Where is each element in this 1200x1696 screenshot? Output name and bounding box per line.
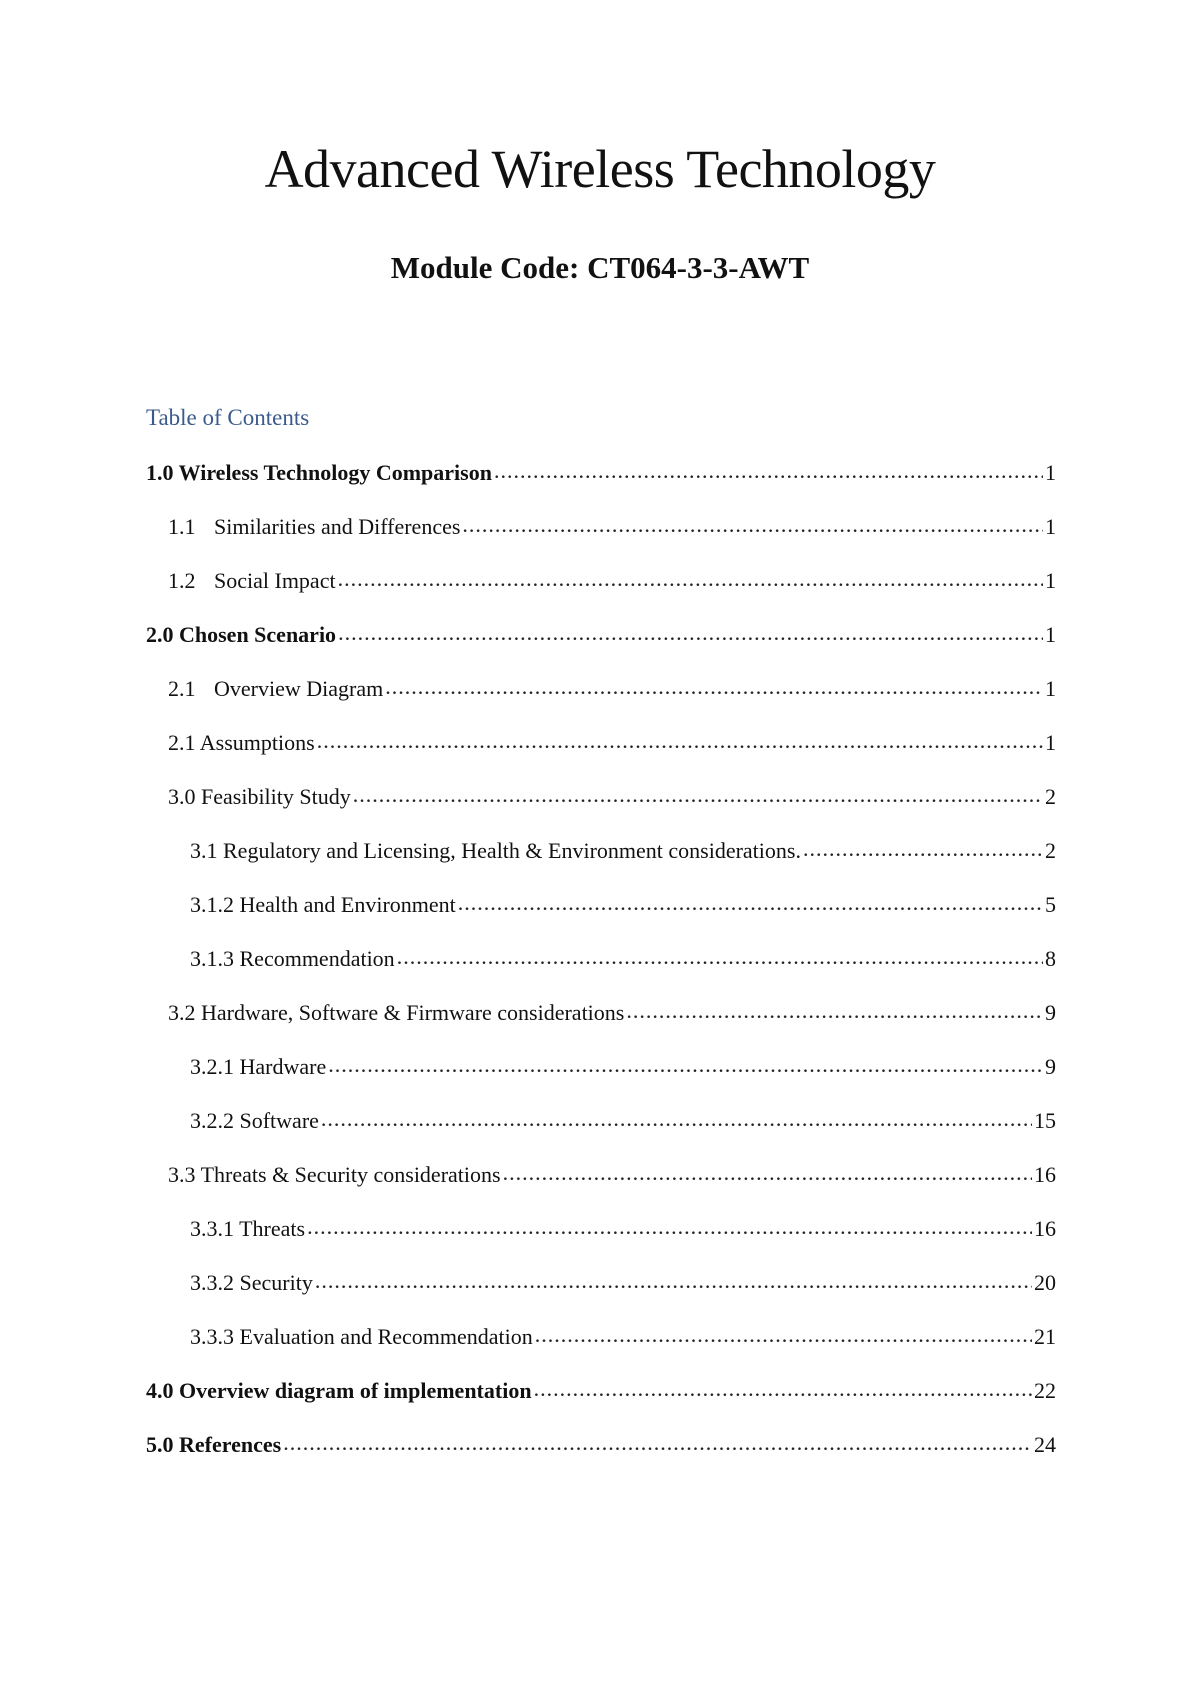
toc-entry-label [190, 1108, 319, 1134]
module-code: Module Code: CT064-3-3-AWT [390, 250, 810, 285]
toc-entry[interactable] [146, 892, 1056, 946]
toc-entry-text: 3.3.1 Threats [190, 1216, 306, 1241]
toc-entry-label [190, 1324, 533, 1350]
toc-entry-label [168, 730, 315, 756]
toc-entry-page: 1 [1045, 568, 1056, 593]
toc-entry-page: 21 [1034, 1324, 1056, 1349]
toc-entry-page: 2 [1045, 838, 1056, 863]
toc-entry-page: 16 [1034, 1162, 1056, 1187]
toc-leader-dots [338, 566, 1043, 592]
toc-entry-page: 16 [1034, 1216, 1056, 1241]
toc-leader-dots [338, 620, 1043, 646]
toc-leader-dots [494, 458, 1043, 484]
toc-entry-label [190, 1216, 305, 1242]
toc-entry-text: 2.1 Assumptions [168, 730, 315, 755]
toc-leader-dots [317, 728, 1043, 754]
toc-leader-dots [283, 1430, 1032, 1456]
toc-leader-dots [397, 944, 1043, 970]
toc-entry-text: 4.0 Overview diagram of implementation [146, 1378, 532, 1403]
toc-entry-text: 3.3.2 Security [190, 1270, 313, 1295]
toc-entry[interactable] [146, 622, 1056, 676]
toc-entry[interactable] [146, 1324, 1056, 1378]
toc-entry-page: 1 [1045, 730, 1056, 755]
toc-leader-dots [535, 1322, 1032, 1348]
toc-entry-text: 1.0 Wireless Technology Comparison [146, 460, 492, 485]
toc-entry[interactable] [146, 784, 1056, 838]
toc-entry[interactable] [146, 946, 1056, 1000]
toc-entry-label [168, 568, 336, 594]
toc-entry[interactable] [146, 514, 1056, 568]
toc-entry-page: 1 [1045, 676, 1056, 701]
toc-leader-dots [315, 1268, 1032, 1294]
document-title: Advanced Wireless Technology [264, 139, 936, 199]
toc-entry-label [190, 1054, 326, 1080]
toc-leader-dots [458, 890, 1043, 916]
toc-entry-label [190, 892, 456, 918]
toc-entry[interactable] [146, 1108, 1056, 1162]
toc-entry-number: 2.1 [168, 676, 196, 701]
toc-entry-text: 3.2 Hardware, Software & Firmware considerations [168, 1000, 625, 1025]
toc-leader-dots [385, 674, 1043, 700]
toc-entry-label [146, 622, 336, 648]
toc-entry-text: Social Impact [214, 568, 336, 593]
toc-entry[interactable] [146, 730, 1056, 784]
toc-entry-number: 1.2 [168, 568, 196, 593]
toc-entry-text: 3.0 Feasibility Study [168, 784, 351, 809]
toc-leader-dots [503, 1160, 1032, 1186]
toc-entry[interactable] [146, 1432, 1056, 1486]
toc-entry[interactable] [146, 1000, 1056, 1054]
toc-entry-text: 3.1.2 Health and Environment [190, 892, 456, 917]
toc-leader-dots [328, 1052, 1043, 1078]
toc-entry-page: 1 [1045, 622, 1056, 647]
toc-entry-page: 8 [1045, 946, 1056, 971]
toc-entry-page: 9 [1045, 1054, 1056, 1079]
toc-leader-dots [803, 836, 1043, 862]
toc-entry-text: 3.1 Regulatory and Licensing, Health & Environment considerations. [190, 838, 801, 863]
toc-leader-dots [307, 1214, 1032, 1240]
toc-entry-text: 3.2.1 Hardware [190, 1054, 327, 1079]
toc-entry-text: 3.2.2 Software [190, 1108, 319, 1133]
toc-entry-page: 5 [1045, 892, 1056, 917]
toc-leader-dots [462, 512, 1043, 538]
toc-entry-page: 22 [1034, 1378, 1056, 1403]
toc-entry-text: 3.1.3 Recommendation [190, 946, 395, 971]
toc-entry-text: 5.0 References [146, 1432, 282, 1457]
toc-entry-page: 15 [1034, 1108, 1056, 1133]
toc-entry-page: 1 [1045, 514, 1056, 539]
toc-entry-label [168, 1000, 624, 1026]
toc-entry[interactable] [146, 676, 1056, 730]
toc-entry-text: Similarities and Differences [214, 514, 461, 539]
toc-leader-dots [626, 998, 1043, 1024]
toc-entry[interactable] [146, 1162, 1056, 1216]
toc-entry[interactable] [146, 1216, 1056, 1270]
toc-entry-label [146, 460, 492, 486]
toc-entry[interactable] [146, 1054, 1056, 1108]
toc-entry-label [146, 1378, 532, 1404]
toc-entry-label [146, 1432, 281, 1458]
toc-entry-page: 24 [1034, 1432, 1056, 1457]
toc-entry-text: 3.3.3 Evaluation and Recommendation [190, 1324, 533, 1349]
toc-entry[interactable] [146, 1378, 1056, 1432]
toc-entry-page: 2 [1045, 784, 1056, 809]
toc-entry[interactable] [146, 460, 1056, 514]
toc-leader-dots [353, 782, 1043, 808]
toc-entry[interactable] [146, 838, 1056, 892]
toc-entry-label [168, 514, 460, 540]
toc-entry-text: 3.3 Threats & Security considerations [168, 1162, 501, 1187]
toc-entry-text: 2.0 Chosen Scenario [146, 622, 337, 647]
toc-entry-number: 1.1 [168, 514, 196, 539]
toc-entry-label [168, 1162, 501, 1188]
toc-entry-page: 9 [1045, 1000, 1056, 1025]
toc-entry-label [190, 1270, 313, 1296]
toc-entry-label [168, 784, 351, 810]
toc-entry-page: 20 [1034, 1270, 1056, 1295]
toc-entry-label [168, 676, 383, 702]
toc-entry[interactable] [146, 1270, 1056, 1324]
table-of-contents [146, 460, 1056, 1486]
toc-leader-dots [534, 1376, 1032, 1402]
toc-entry-text: Overview Diagram [214, 676, 384, 701]
toc-leader-dots [321, 1106, 1032, 1132]
toc-entry[interactable] [146, 568, 1056, 622]
toc-entry-label [190, 838, 801, 864]
toc-entry-page: 1 [1045, 460, 1056, 485]
toc-heading: Table of Contents [146, 405, 310, 430]
toc-entry-label [190, 946, 395, 972]
